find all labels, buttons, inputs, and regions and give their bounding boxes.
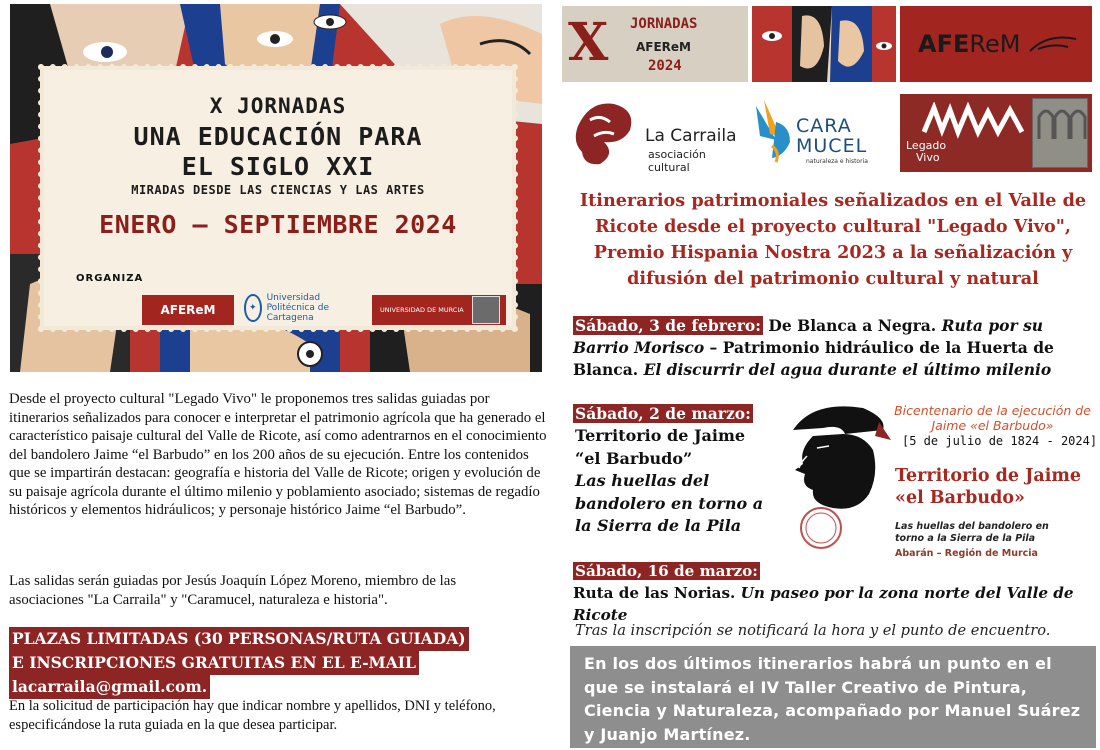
solicitud-paragraph: En la solicitud de participación hay que indicar nombre y apellidos, DNI y teléfono, especificándose la ruta guiada en la que desea participar. (9, 698, 496, 733)
itinerarios-title: Itinerarios patrimoniales señalizados en el Valle de Ricote desde el proyecto cultural "Legado Vivo", Premio Hispania Nostra 2023 a la señalización y difusión del patrimonio cultural y natural (579, 190, 1087, 289)
caramucel-logo (750, 96, 900, 170)
upct-badge-icon: ✦ (244, 294, 262, 322)
year-label: 2024 (648, 58, 682, 74)
event-1-date: Sábado, 3 de febrero: (575, 316, 761, 335)
umu-name: UNIVERSIDAD DE MURCIA (380, 306, 464, 314)
caramucel-name-1: CARA (796, 115, 852, 137)
caramucel-name-2: MUCEL (796, 135, 868, 157)
upct-logo (244, 292, 362, 324)
event-2-text-b: Las huellas del bandolero en torno a la Sierra de la Pila (575, 471, 764, 535)
umu-seal-icon (472, 296, 500, 324)
poster-line-siglo: EL SIGLO XXI (181, 152, 375, 181)
kingfisher-icon (750, 96, 800, 170)
la-carraila-logo (570, 96, 740, 174)
event-3-date: Sábado, 16 de marzo: (575, 562, 758, 580)
afe-logo: AFEReM (142, 295, 234, 325)
poster-image (10, 4, 542, 372)
umu-logo (372, 295, 506, 325)
legado-vivo-logo (900, 94, 1092, 172)
bicentenario-text: Bicentenario de la ejecución de Jaime «el Barbudo» (894, 403, 1091, 433)
poster-title-card (44, 70, 512, 326)
caramucel-name (796, 116, 867, 156)
event-1-text-d: El discurrir del agua durante el último milenio (643, 360, 1052, 379)
territorio-title: Territorio de Jaime «el Barbudo» (895, 466, 1082, 508)
afe-header-logo (900, 6, 1092, 82)
event-2-date-wrap (573, 403, 753, 425)
jornadas-header-logo (562, 6, 748, 82)
faces-thumbnail-art (752, 6, 896, 82)
event-2-text-a: Territorio de Jaime “el Barbudo” (575, 426, 746, 468)
arches-icon (1033, 99, 1089, 169)
email-link[interactable]: lacarraila@gmail.com. (9, 675, 210, 699)
poster-line-fechas: ENERO – SEPTIEMBRE 2024 (99, 210, 457, 239)
carraila-sub: asociación cultural (648, 148, 706, 174)
afe-big-part2: ReM (969, 30, 1021, 58)
afe-small-label: AFEReM (636, 40, 692, 54)
poster-line-miradas: MIRADAS DESDE LAS CIENCIAS Y LAS ARTES (131, 183, 425, 197)
event-1-text-a: De Blanca a Negra. (763, 316, 942, 335)
caramucel-sub: naturaleza e historia (806, 158, 868, 165)
afe-bird-icon (1028, 29, 1078, 59)
event-2-date: Sábado, 2 de marzo: (575, 404, 751, 423)
roman-x: X (568, 12, 609, 73)
event-1-text-b: Ruta por su Barrio Morisco (573, 316, 1044, 357)
event-16-marzo (573, 560, 1098, 626)
carraila-name: La Carraila (645, 126, 737, 146)
legado-vivo-mark-icon (920, 102, 1040, 142)
plazas-line-1: PLAZAS LIMITADAS (30 PERSONAS/RUTA GUIADA) (9, 627, 469, 651)
poster-line-educacion: UNA EDUCACIÓN PARA (133, 122, 423, 151)
event-1-text-c: – Patrimonio hidráulico de la Huerta de Blanca. (573, 338, 1054, 379)
taller-creativo-box: En los dos últimos itinerarios habrá un punto en el que se instalará el IV Taller Creativo de Pintura, Ciencia y Naturaleza, acompañado por Manuel Suárez y Juanjo Martínez. (570, 646, 1096, 748)
event-3-text-a: Ruta de las Norias. (573, 584, 741, 602)
afe-big-part1: AFE (918, 30, 970, 58)
poster-line-jornadas: X JORNADAS (209, 94, 347, 118)
huellas-text: Las huellas del bandolero en torno a la Sierra de la Pila (895, 521, 1049, 544)
lugar-text: Abarán – Región de Murcia (895, 548, 1038, 559)
intro-paragraph: Desde el proyecto cultural "Legado Vivo" le proponemos tres salidas guiadas por itinerarios señalizados para conocer e interpretar el patrimonio agrícola que ha generado el característico paisaje cultural del Valle de Ricote, así como adentrarnos en el conocimiento del bandolero Jaime “el Barbudo” en los 200 años de su ejecución. Entre los contenidos que se impartirán destacan: geografía e historia del Valle de Ricote; origen y evolución de su paisaje agrícola durante el último milenio y poblamiento asociado; sistemas de regadío históricos y elementos hidráulicos; y personaje histórico Jaime “el Barbudo”. (9, 391, 547, 518)
plazas-banner (9, 627, 469, 699)
legado-vivo-text (906, 140, 946, 164)
plazas-line-2: E INSCRIPCIONES GRATUITAS EN EL E-MAIL (9, 651, 419, 675)
jornadas-label: JORNADAS (630, 16, 698, 32)
faces-thumbnail (752, 6, 896, 82)
carraila-mark-icon (570, 96, 642, 170)
inscription-note: Tras la inscripción se notificará la hora y el punto de encuentro. (575, 622, 1051, 639)
vivo-label: Vivo (916, 151, 940, 164)
bicentenario-dates: [5 de julio de 1824 - 2024] (902, 434, 1098, 448)
event-3-febrero (573, 315, 1093, 381)
organiza-label: ORGANIZA (76, 273, 144, 284)
guides-paragraph: Las salidas serán guiadas por Jesús Joaquín López Moreno, miembro de las asociaciones "La Carraila" y "Caramucel, naturaleza e historia". (9, 573, 457, 608)
event-3-text-b: Un paseo por la zona norte del Valle de Ricote (573, 584, 1074, 624)
event-2-text (575, 425, 775, 538)
stone-arches-photo (1032, 98, 1088, 168)
upct-name: Universidad Politécnica de Cartagena (266, 293, 329, 323)
legado-label: Legado (906, 139, 947, 152)
barbudo-silhouette-illustration (783, 400, 893, 550)
